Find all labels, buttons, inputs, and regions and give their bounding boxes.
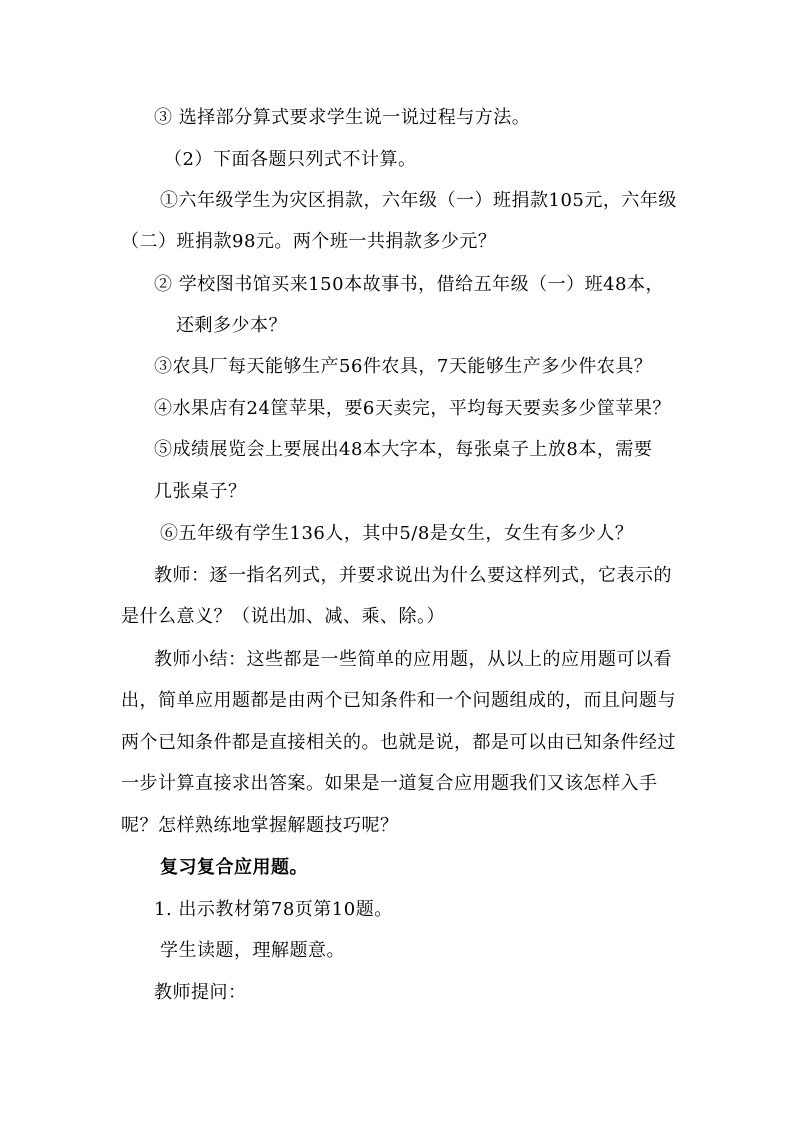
problem-5-line-2: 几张桌子？ — [154, 481, 247, 502]
summary-line-2: 出，简单应用题都是由两个已知条件和一个问题组成的，而且问题与 — [121, 690, 676, 711]
problem-3: ③农具厂每天能够生产56件农具，7天能够生产多少件农具？ — [154, 356, 653, 377]
summary-line-4: 一步计算直接求出答案。如果是一道复合应用题我们又该怎样入手 — [121, 773, 658, 794]
problem-5-line-1: ⑤成绩展览会上要展出48本大字本，每张桌子上放8本，需要 — [154, 439, 653, 460]
problem-2-line-2: 还剩多少本？ — [176, 315, 287, 336]
problem-2-line-1: ② 学校图书馆买来150本故事书，借给五年级（一）班48本， — [154, 274, 664, 295]
section-heading: 复习复合应用题。 — [160, 857, 308, 878]
summary-line-1: 教师小结：这些都是一些简单的应用题，从以上的应用题可以看 — [154, 649, 672, 670]
problem-1-line-2: （二）班捐款98元。两个班一共捐款多少元？ — [121, 231, 497, 252]
students-read: 学生读题，理解题意。 — [160, 940, 345, 961]
problem-4: ④水果店有24筐苹果，要6天卖完，平均每天要卖多少筐苹果？ — [154, 398, 671, 419]
problem-1-line-1: ①六年级学生为灾区捐款，六年级（一）班捐款105元，六年级 — [160, 190, 677, 211]
summary-line-3: 两个已知条件都是直接相关的。也就是说，都是可以由已知条件经过 — [121, 732, 676, 753]
teacher-paragraph-line-2: 是什么意义？（说出加、减、乘、除。） — [121, 606, 445, 627]
exercise-2-heading: （2）下面各题只列式不计算。 — [164, 149, 417, 170]
teacher-paragraph-line-1: 教师：逐一指名列式，并要求说出为什么要这样列式，它表示的 — [154, 565, 672, 586]
summary-line-5: 呢？怎样熟练地掌握解题技巧呢？ — [121, 815, 399, 836]
step-3-instruction: ③ 选择部分算式要求学生说一说过程与方法。 — [154, 107, 531, 128]
problem-6: ⑥五年级有学生136人，其中5/8是女生，女生有多少人？ — [160, 523, 634, 544]
teacher-question: 教师提问： — [154, 982, 247, 1003]
textbook-exercise: 1. 出示教材第78页第10题。 — [154, 899, 393, 920]
